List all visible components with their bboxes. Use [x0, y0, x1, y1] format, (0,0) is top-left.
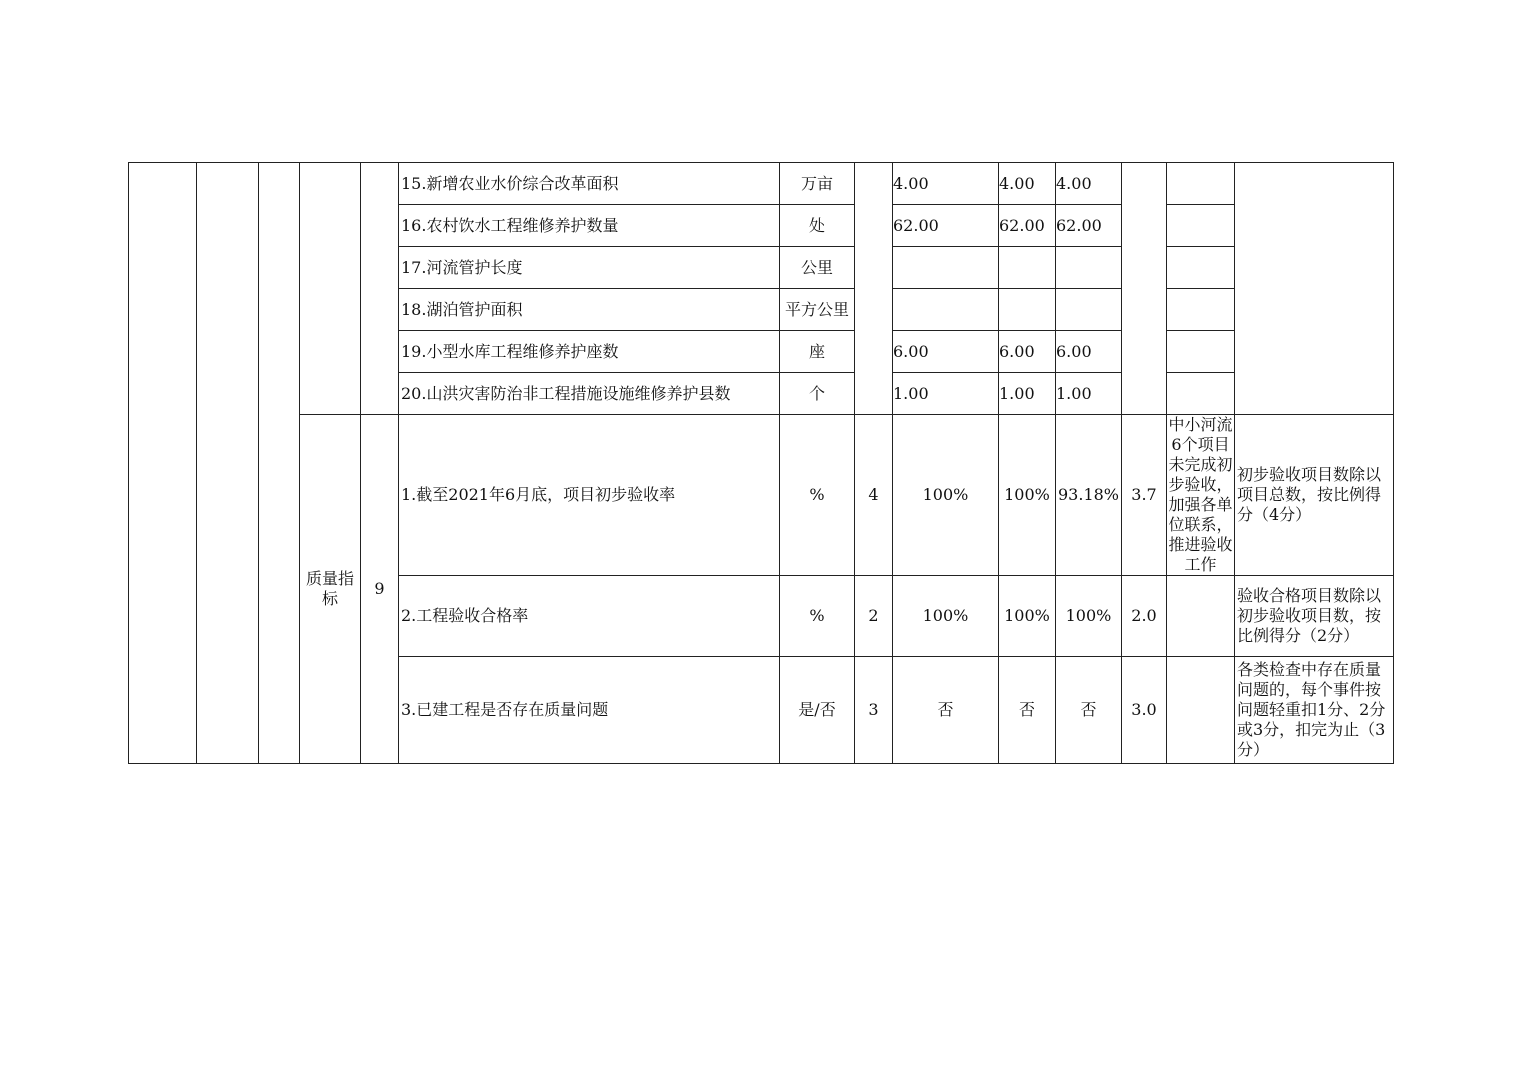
completed-value: 6.00 — [1056, 331, 1122, 373]
quality-weight: 9 — [361, 415, 399, 764]
reason-cell — [1167, 289, 1235, 331]
unit-cell: 个 — [780, 373, 855, 415]
scoring-method: 初步验收项目数除以项目总数，按比例得分（4分） — [1235, 415, 1394, 576]
actual-value: 6.00 — [999, 331, 1056, 373]
reason-cell — [1167, 576, 1235, 657]
quality-category: 质量指标 — [300, 415, 361, 764]
reason-cell — [1167, 247, 1235, 289]
blank-cell — [300, 163, 361, 415]
unit-cell: 是/否 — [780, 657, 855, 764]
unit-cell: 公里 — [780, 247, 855, 289]
target-value: 100% — [893, 415, 999, 576]
completed-value — [1056, 247, 1122, 289]
completed-value: 否 — [1056, 657, 1122, 764]
completed-value: 1.00 — [1056, 373, 1122, 415]
scoring-method: 验收合格项目数除以初步验收项目数，按比例得分（2分） — [1235, 576, 1394, 657]
weight-cell: 3 — [855, 657, 893, 764]
target-value: 4.00 — [893, 163, 999, 205]
reason-cell — [1167, 163, 1235, 205]
completed-value: 62.00 — [1056, 205, 1122, 247]
actual-value: 62.00 — [999, 205, 1056, 247]
completed-value: 100% — [1056, 576, 1122, 657]
weight-cell: 2 — [855, 576, 893, 657]
indicator-name: 17.河流管护长度 — [399, 247, 780, 289]
table-row — [129, 415, 1394, 576]
completed-value — [1056, 289, 1122, 331]
actual-value: 4.00 — [999, 163, 1056, 205]
target-value — [893, 289, 999, 331]
blank-cell — [1122, 163, 1167, 415]
indicator-name: 20.山洪灾害防治非工程措施设施维修养护县数 — [399, 373, 780, 415]
reason-cell — [1167, 205, 1235, 247]
indicator-name: 19.小型水库工程维修养护座数 — [399, 331, 780, 373]
reason-cell: 中小河流6个项目未完成初步验收，加强各单位联系，推进验收工作 — [1168, 415, 1233, 574]
target-value: 100% — [893, 576, 999, 657]
score-cell: 3.0 — [1122, 657, 1167, 764]
target-value: 6.00 — [893, 331, 999, 373]
unit-cell: % — [780, 415, 855, 576]
reason-cell — [1167, 657, 1235, 764]
target-value — [893, 247, 999, 289]
actual-value: 100% — [999, 576, 1056, 657]
reason-cell — [1167, 373, 1235, 415]
score-cell: 3.7 — [1122, 415, 1167, 576]
actual-value — [999, 247, 1056, 289]
unit-cell: % — [780, 576, 855, 657]
unit-cell: 平方公里 — [780, 289, 855, 331]
indicator-name: 2.工程验收合格率 — [399, 576, 780, 657]
blank-cell — [129, 163, 197, 764]
indicator-name: 1.截至2021年6月底，项目初步验收率 — [399, 415, 780, 576]
completed-value: 93.18% — [1056, 415, 1122, 576]
completed-value: 4.00 — [1056, 163, 1122, 205]
scoring-method: 各类检查中存在质量问题的，每个事件按问题轻重扣1分、2分或3分，扣完为止（3分） — [1235, 657, 1394, 764]
unit-cell: 座 — [780, 331, 855, 373]
weight-cell: 4 — [855, 415, 893, 576]
unit-cell: 万亩 — [780, 163, 855, 205]
target-value: 1.00 — [893, 373, 999, 415]
indicator-name: 15.新增农业水价综合改革面积 — [399, 163, 780, 205]
unit-cell: 处 — [780, 205, 855, 247]
score-cell: 2.0 — [1122, 576, 1167, 657]
blank-cell — [1235, 163, 1394, 415]
indicator-name: 16.农村饮水工程维修养护数量 — [399, 205, 780, 247]
target-value: 62.00 — [893, 205, 999, 247]
reason-cell — [1167, 331, 1235, 373]
indicator-name: 18.湖泊管护面积 — [399, 289, 780, 331]
table-row — [129, 163, 1394, 205]
blank-cell — [259, 163, 300, 764]
blank-cell — [361, 163, 399, 415]
indicator-name: 3.已建工程是否存在质量问题 — [399, 657, 780, 764]
actual-value: 否 — [999, 657, 1056, 764]
actual-value: 1.00 — [999, 373, 1056, 415]
target-value: 否 — [893, 657, 999, 764]
actual-value: 100% — [999, 415, 1056, 576]
performance-indicator-table — [128, 162, 1394, 764]
blank-cell — [855, 163, 893, 415]
blank-cell — [197, 163, 259, 764]
actual-value — [999, 289, 1056, 331]
